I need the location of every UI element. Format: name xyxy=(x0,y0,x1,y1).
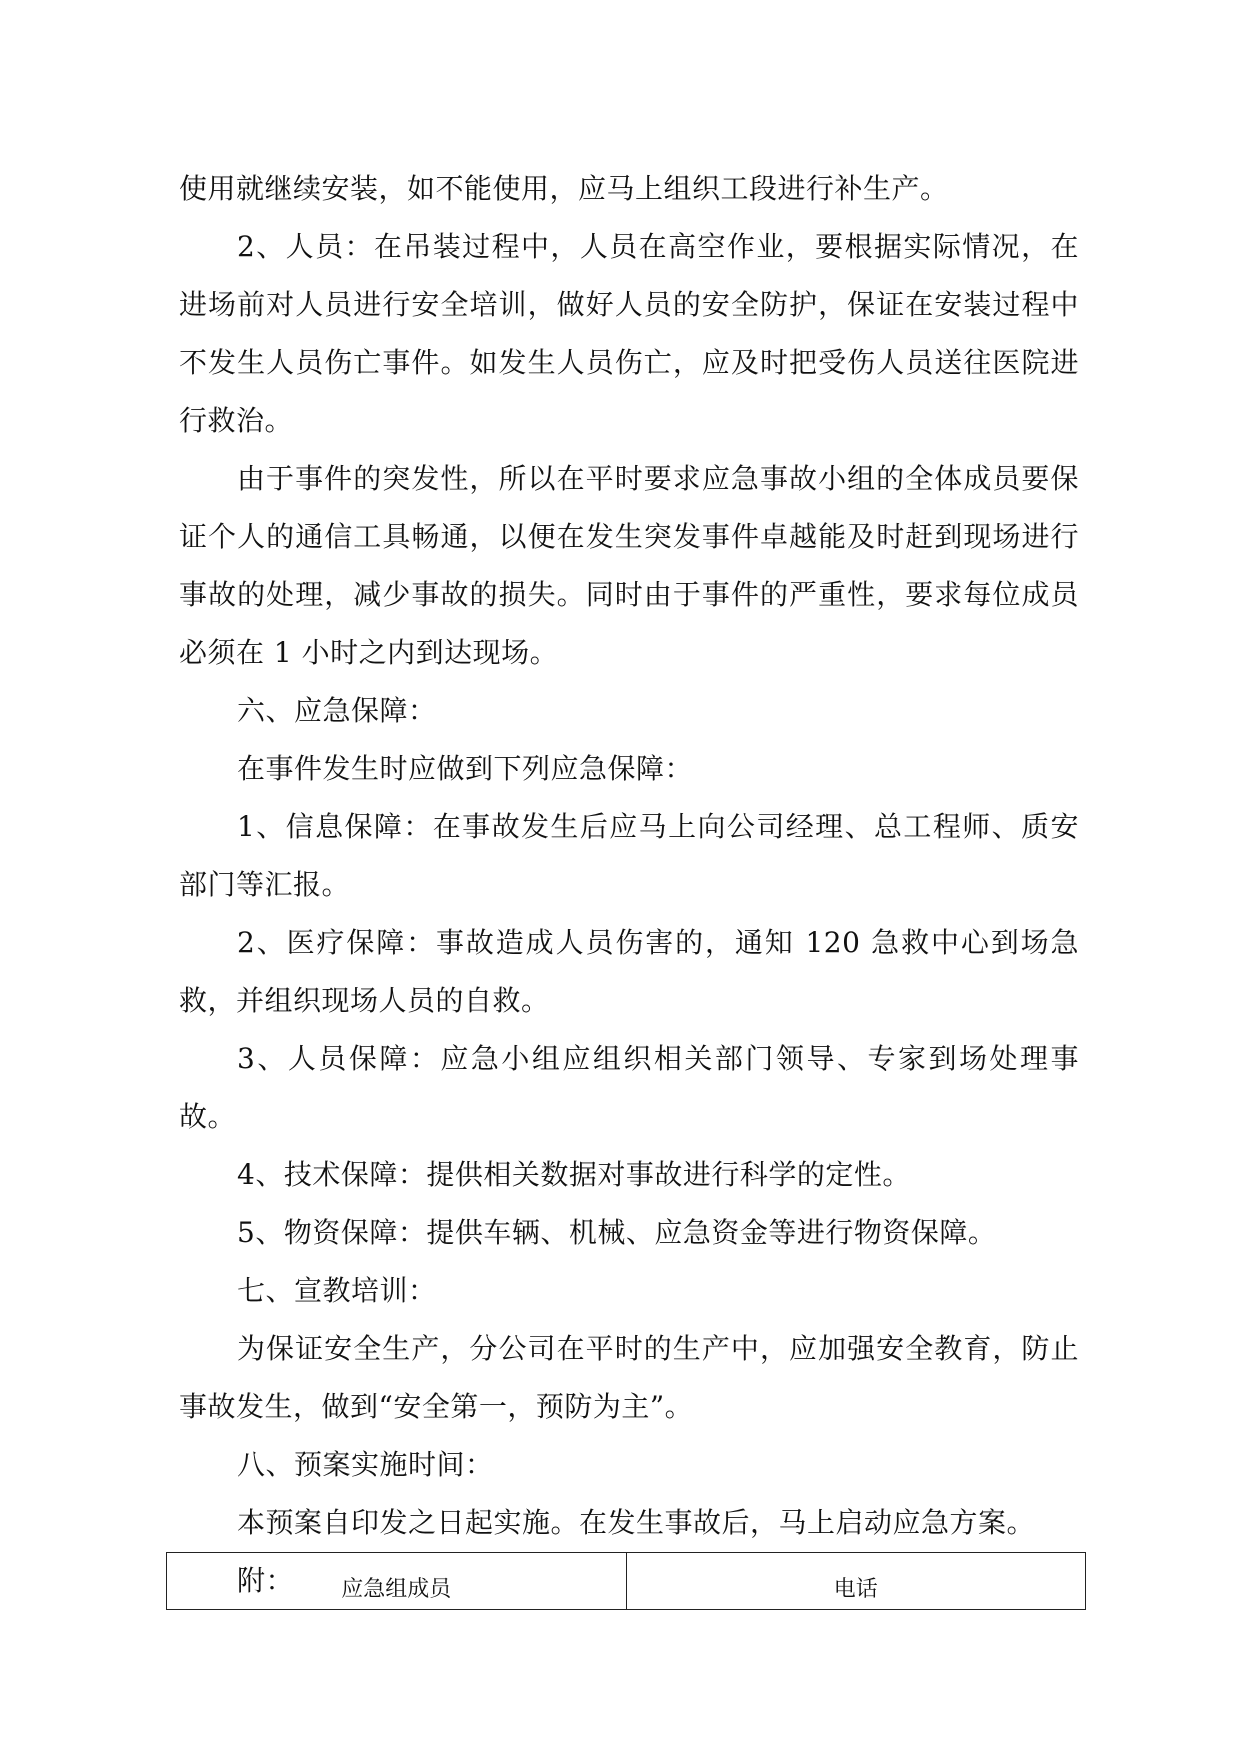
paragraph: 在事件发生时应做到下列应急保障： xyxy=(237,752,694,785)
list-item: 1、信息保障：在事故发生后应马上向公司经理、总工程师、质安部门等汇报。 xyxy=(179,810,1079,901)
appendix-label: 附： xyxy=(237,1564,295,1597)
section-heading: 六、应急保障： xyxy=(237,694,437,727)
list-item: 3、人员保障：应急小组应组织相关部门领导、专家到场处理事故。 xyxy=(179,1042,1079,1133)
paragraph: 本预案自印发之日起实施。在发生事故后，马上启动应急方案。 xyxy=(237,1506,1036,1539)
list-item: 5、物资保障：提供车辆、机械、应急资金等进行物资保障。 xyxy=(237,1216,997,1249)
paragraph: 由于事件的突发性，所以在平时要求应急事故小组的全体成员要保证个人的通信工具畅通，以便在发生突发事件卓越能及时赶到现场进行事故的处理，减少事故的损失。同时由于事件的严重性，要求每位成员必须在 1 小时之内到达现场。 xyxy=(179,462,1079,669)
contact-table xyxy=(166,1552,1086,1610)
paragraph: 2、人员：在吊装过程中，人员在高空作业，要根据实际情况，在进场前对人员进行安全培训，做好人员的安全防护，保证在安装过程中不发生人员伤亡事件。如发生人员伤亡，应及时把受伤人员送往医院进行救治。 xyxy=(179,230,1079,437)
paragraph: 为保证安全生产，分公司在平时的生产中，应加强安全教育，防止事故发生，做到“安全第一，预防为主”。 xyxy=(179,1332,1079,1423)
paragraph: 使用就继续安装，如不能使用，应马上组织工段进行补生产。 xyxy=(179,172,949,205)
list-item: 2、医疗保障：事故造成人员伤害的，通知 120 急救中心到场急救，并组织现场人员的自救。 xyxy=(179,926,1079,1017)
table-header-cell: 应急组成员 xyxy=(167,1553,627,1610)
table-header-cell: 电话 xyxy=(626,1553,1086,1610)
section-heading: 七、宣教培训： xyxy=(237,1274,437,1307)
section-heading: 八、预案实施时间： xyxy=(237,1448,494,1481)
table-header-row xyxy=(167,1553,1086,1610)
document-body xyxy=(179,160,1079,1610)
list-item: 4、技术保障：提供相关数据对事故进行科学的定性。 xyxy=(237,1158,911,1191)
